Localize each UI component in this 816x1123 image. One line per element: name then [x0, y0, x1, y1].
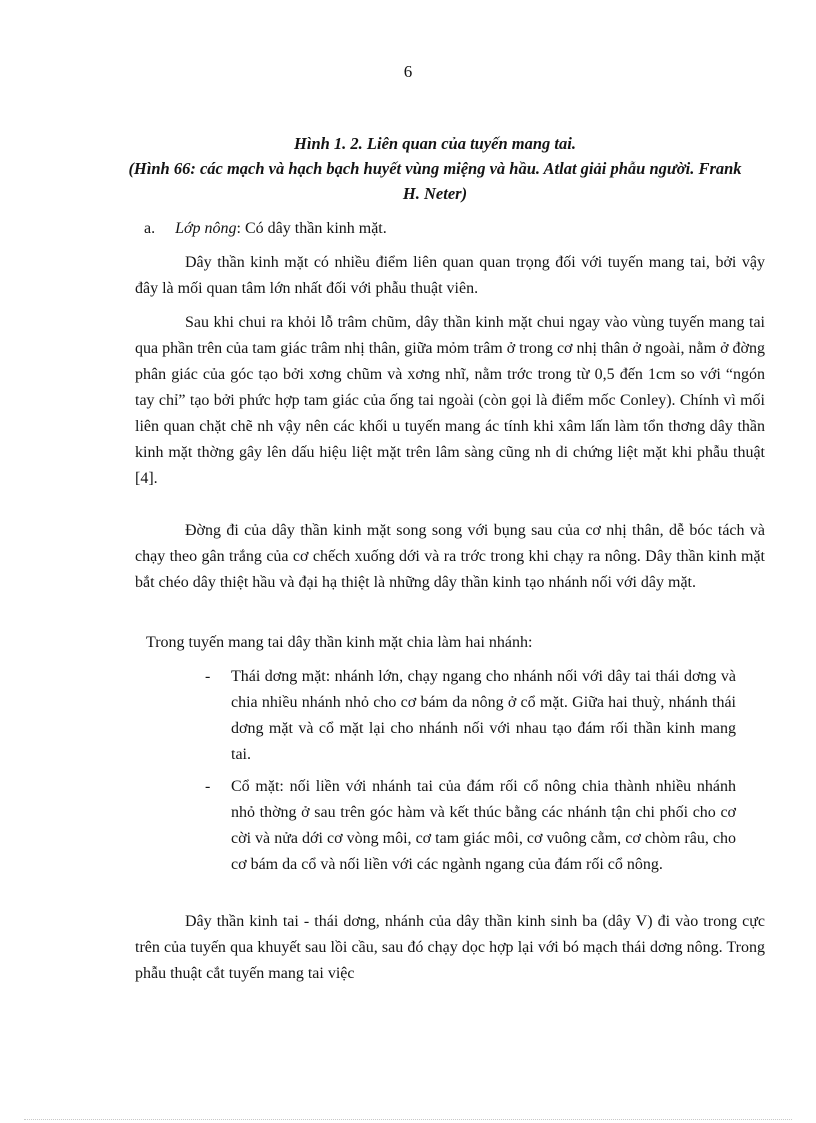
- paragraph-facial-nerve-importance: Dây thần kinh mặt có nhiều điểm liên quan quan trọng đối với tuyến mang tai, bởi vậy đây là mối quan tâm lớn nhất đối với phẫu thuật viên.: [135, 254, 765, 297]
- caption-title: Hình 1. 2. Liên quan của tuyến mang tai.: [294, 134, 576, 153]
- caption-source: (Hình 66: các mạch và hạch bạch huyết vùng miệng và hầu. Atlat giải phẫu người. Frank H. Neter): [128, 159, 742, 203]
- page-number: 6: [403, 62, 413, 81]
- paragraph-facial-nerve-path: Đờng đi của dây thần kinh mặt song song với bụng sau của cơ nhị thân, dễ bóc tách và chạy theo gân trắng của cơ chếch xuống dới và ra trớc trong khi chạy ra nông. Dây thần kinh mặt bắt chéo dây thiệt hầu và đại hạ thiệt là những dây thần kinh tạo nhánh nối với dây mặt.: [135, 522, 765, 591]
- paragraph-branches-intro: Trong tuyến mang tai dây thần kinh mặt chia làm hai nhánh:: [146, 634, 533, 651]
- list-dash: -: [205, 778, 211, 795]
- list-dash: -: [205, 668, 211, 685]
- list-item-cervicofacial-branch: Cổ mặt: nối liền với nhánh tai của đám rối cổ nông chia thành nhiều nhánh nhỏ thờng ở sau trên góc hàm và kết thúc bằng các nhánh tận chi phối cho cơ cời và nửa dới cơ vòng môi, cơ tam giác môi, cơ vuông cằm, cơ chòm râu, cho cơ bám da cổ và nối liền với các ngành ngang của đám rối cổ nông.: [231, 778, 736, 873]
- section-a: [144, 216, 387, 242]
- section-a-marker: a.: [144, 220, 156, 237]
- paragraph-auriculotemporal-nerve: Dây thần kinh tai - thái dơng, nhánh của dây thần kinh sinh ba (dây V) đi vào trong cực trên của tuyến qua khuyết sau lồi cầu, sau đó chạy dọc hợp lại với bó mạch thái dơng nông. Trong phẫu thuật cắt tuyến mang tai việc: [135, 913, 765, 982]
- paragraph-facial-nerve-course: Sau khi chui ra khỏi lỗ trâm chũm, dây thần kinh mặt chui ngay vào vùng tuyến mang tai qua phần trên của tam giác trâm nhị thân, giữa mỏm trâm ở trong cơ nhị thân ở ngoài, nằm ở đờng phân giác của góc tạo bởi xơng chũm và xơng nhĩ, nằm trớc trong từ 0,5 đến 1cm so với “ngón tay chỉ” tạo bởi phức hợp tam giác của ống tai ngoài (còn gọi là điểm mốc Conley). Chính vì mối liên quan chặt chẽ nh vậy nên các khối u tuyến mang ác tính khi xâm lấn làm tổn thơng dây thần kinh mặt thờng gây lên dấu hiệu liệt mặt trên lâm sàng cũng nh di chứng liệt mặt khi phẫu thuật [4].: [135, 314, 765, 487]
- section-a-text: : Có dây thần kinh mặt.: [236, 220, 387, 237]
- list-item-temporofacial-branch: Thái dơng mặt: nhánh lớn, chạy ngang cho nhánh nối với dây tai thái dơng và chia nhiều nhánh nhỏ cho cơ bám da nông ở cổ mặt. Giữa hai thuỳ, nhánh thái dơng mặt và cổ mặt lại cho nhánh nối với nhau tạo đám rối thần kinh mang tai.: [231, 668, 736, 763]
- figure-caption: [120, 131, 750, 206]
- section-a-label: Lớp nông: [175, 220, 237, 237]
- page-bottom-divider: [24, 1119, 792, 1120]
